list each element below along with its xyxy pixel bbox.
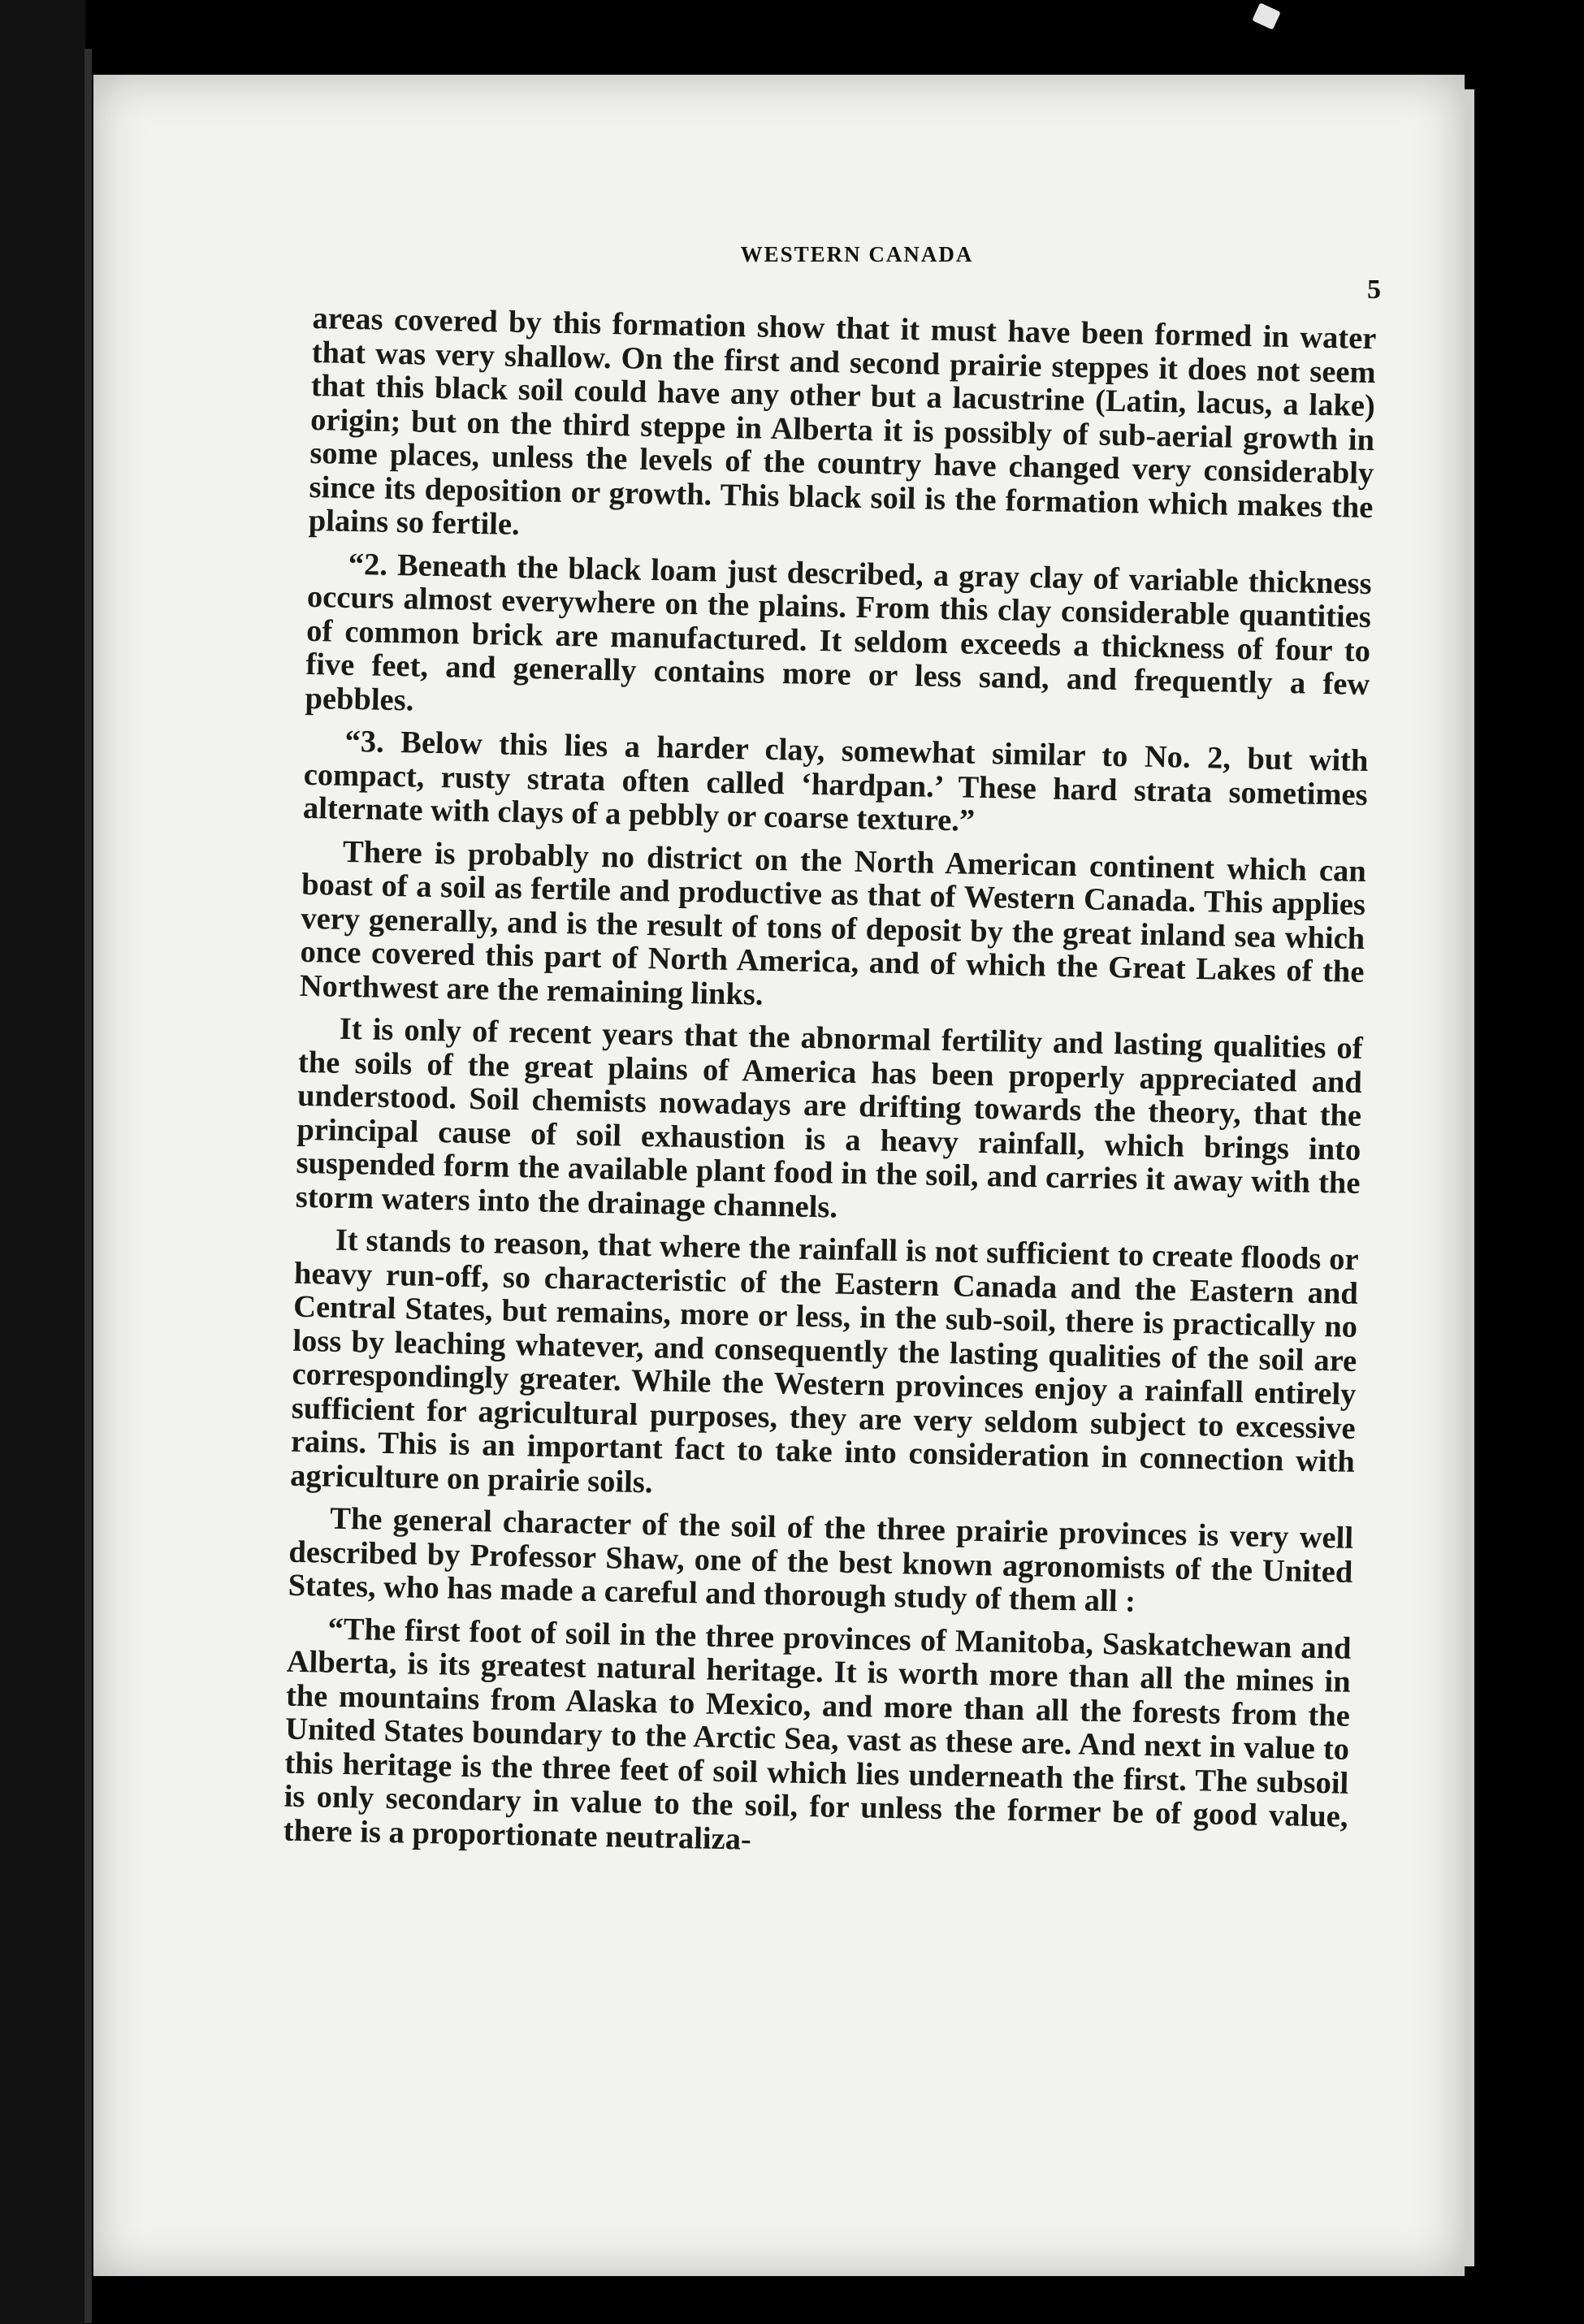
paragraph: “The first foot of soil in the three provinces of Manitoba, Saskatchewan and Alberta, is its greatest natural heritage. It is worth more than all the mines in the mountains from Alaska to Mexico, and more than all the forests from the United States boundary to the Arctic Sea, vast as these are. And next in value to this heritage is the three feet of soil which lies underneath the first. The subsoil is only secondary in value to the soil, for unless the former be of good value, there is a proportionate neutraliza- bbox=[283, 1612, 1352, 1857]
scan-left-margin bbox=[0, 0, 85, 2324]
scan-corner-mark bbox=[1252, 2, 1281, 30]
body-text bbox=[283, 302, 1377, 1877]
paragraph: areas covered by this formation show that it must have been formed in water that was very shallow. On the first and second prairie steppes it does not seem that this black soil could have any other but a lacustrine (Latin, lacus, a lake) origin; but on the third steppe in Alberta it is possibly of sub-aerial growth in some places, unless the levels of the country have changed very considerably since its deposition or growth. This black soil is the formation which makes the plains so fertile. bbox=[308, 301, 1377, 542]
paragraph: “3. Below this lies a harder clay, somewhat similar to No. 2, but with compact, rusty strata often called ‘hardpan.’ These hard strata sometimes alternate with clays of a pebbly or coarse texture.” bbox=[302, 724, 1369, 838]
paragraph: It is only of recent years that the abnormal fertility and lasting qualities of the soils of the great plains of America has been properly appreciated and understood. Soil chemists nowadays are drifting towards the theory, that the principal cause of soil exhaustion is a heavy rainfall, which brings into suspended form the available plant food in the soil, and carries it away with the storm waters into the drainage channels. bbox=[295, 1011, 1363, 1225]
paragraph: “2. Beneath the black loam just described, a gray clay of variable thickness occurs almost everywhere on the plains. From this clay considerable quantities of common brick are manufactured. It seldom exceeds a thickness of four to five feet, and generally contains more or less sand, and frequently a few pebbles. bbox=[305, 547, 1372, 717]
paragraph: There is probably no district on the North American continent which can boast of a soil as fertile and productive as that of Western Canada. This applies very generally, and is the result of tons of deposit by the great inland sea which once covered this part of North America, and of which the Great Lakes of the Northwest are the remaining links. bbox=[299, 834, 1367, 1012]
page-right-edge bbox=[1465, 89, 1474, 2266]
left-page-edge bbox=[84, 49, 92, 2323]
running-head: WESTERN CANADA bbox=[740, 242, 974, 266]
page-number: 5 bbox=[1367, 275, 1381, 305]
paragraph: The general character of the soil of the three prairie provinces is very well described by Professor Shaw, one of the best known agronomists of the United States, who has made a careful and thorough study of them all : bbox=[288, 1501, 1354, 1619]
paragraph: It stands to reason, that where the rainfall is not sufficient to create floods or heavy run-off, so characteristic of the Eastern Canada and the Eastern and Central States, but remains, more or less, in the sub-soil, there is practically no loss by leaching whatever, and consequently the lasting qualities of the soil are correspondingly greater. While the Western provinces enjoy a rainfall entirely sufficient for agricultural purposes, they are very seldom subject to excessive rains. This is an important fact to take into consideration in connection with agriculture on prairie soils. bbox=[289, 1223, 1360, 1500]
